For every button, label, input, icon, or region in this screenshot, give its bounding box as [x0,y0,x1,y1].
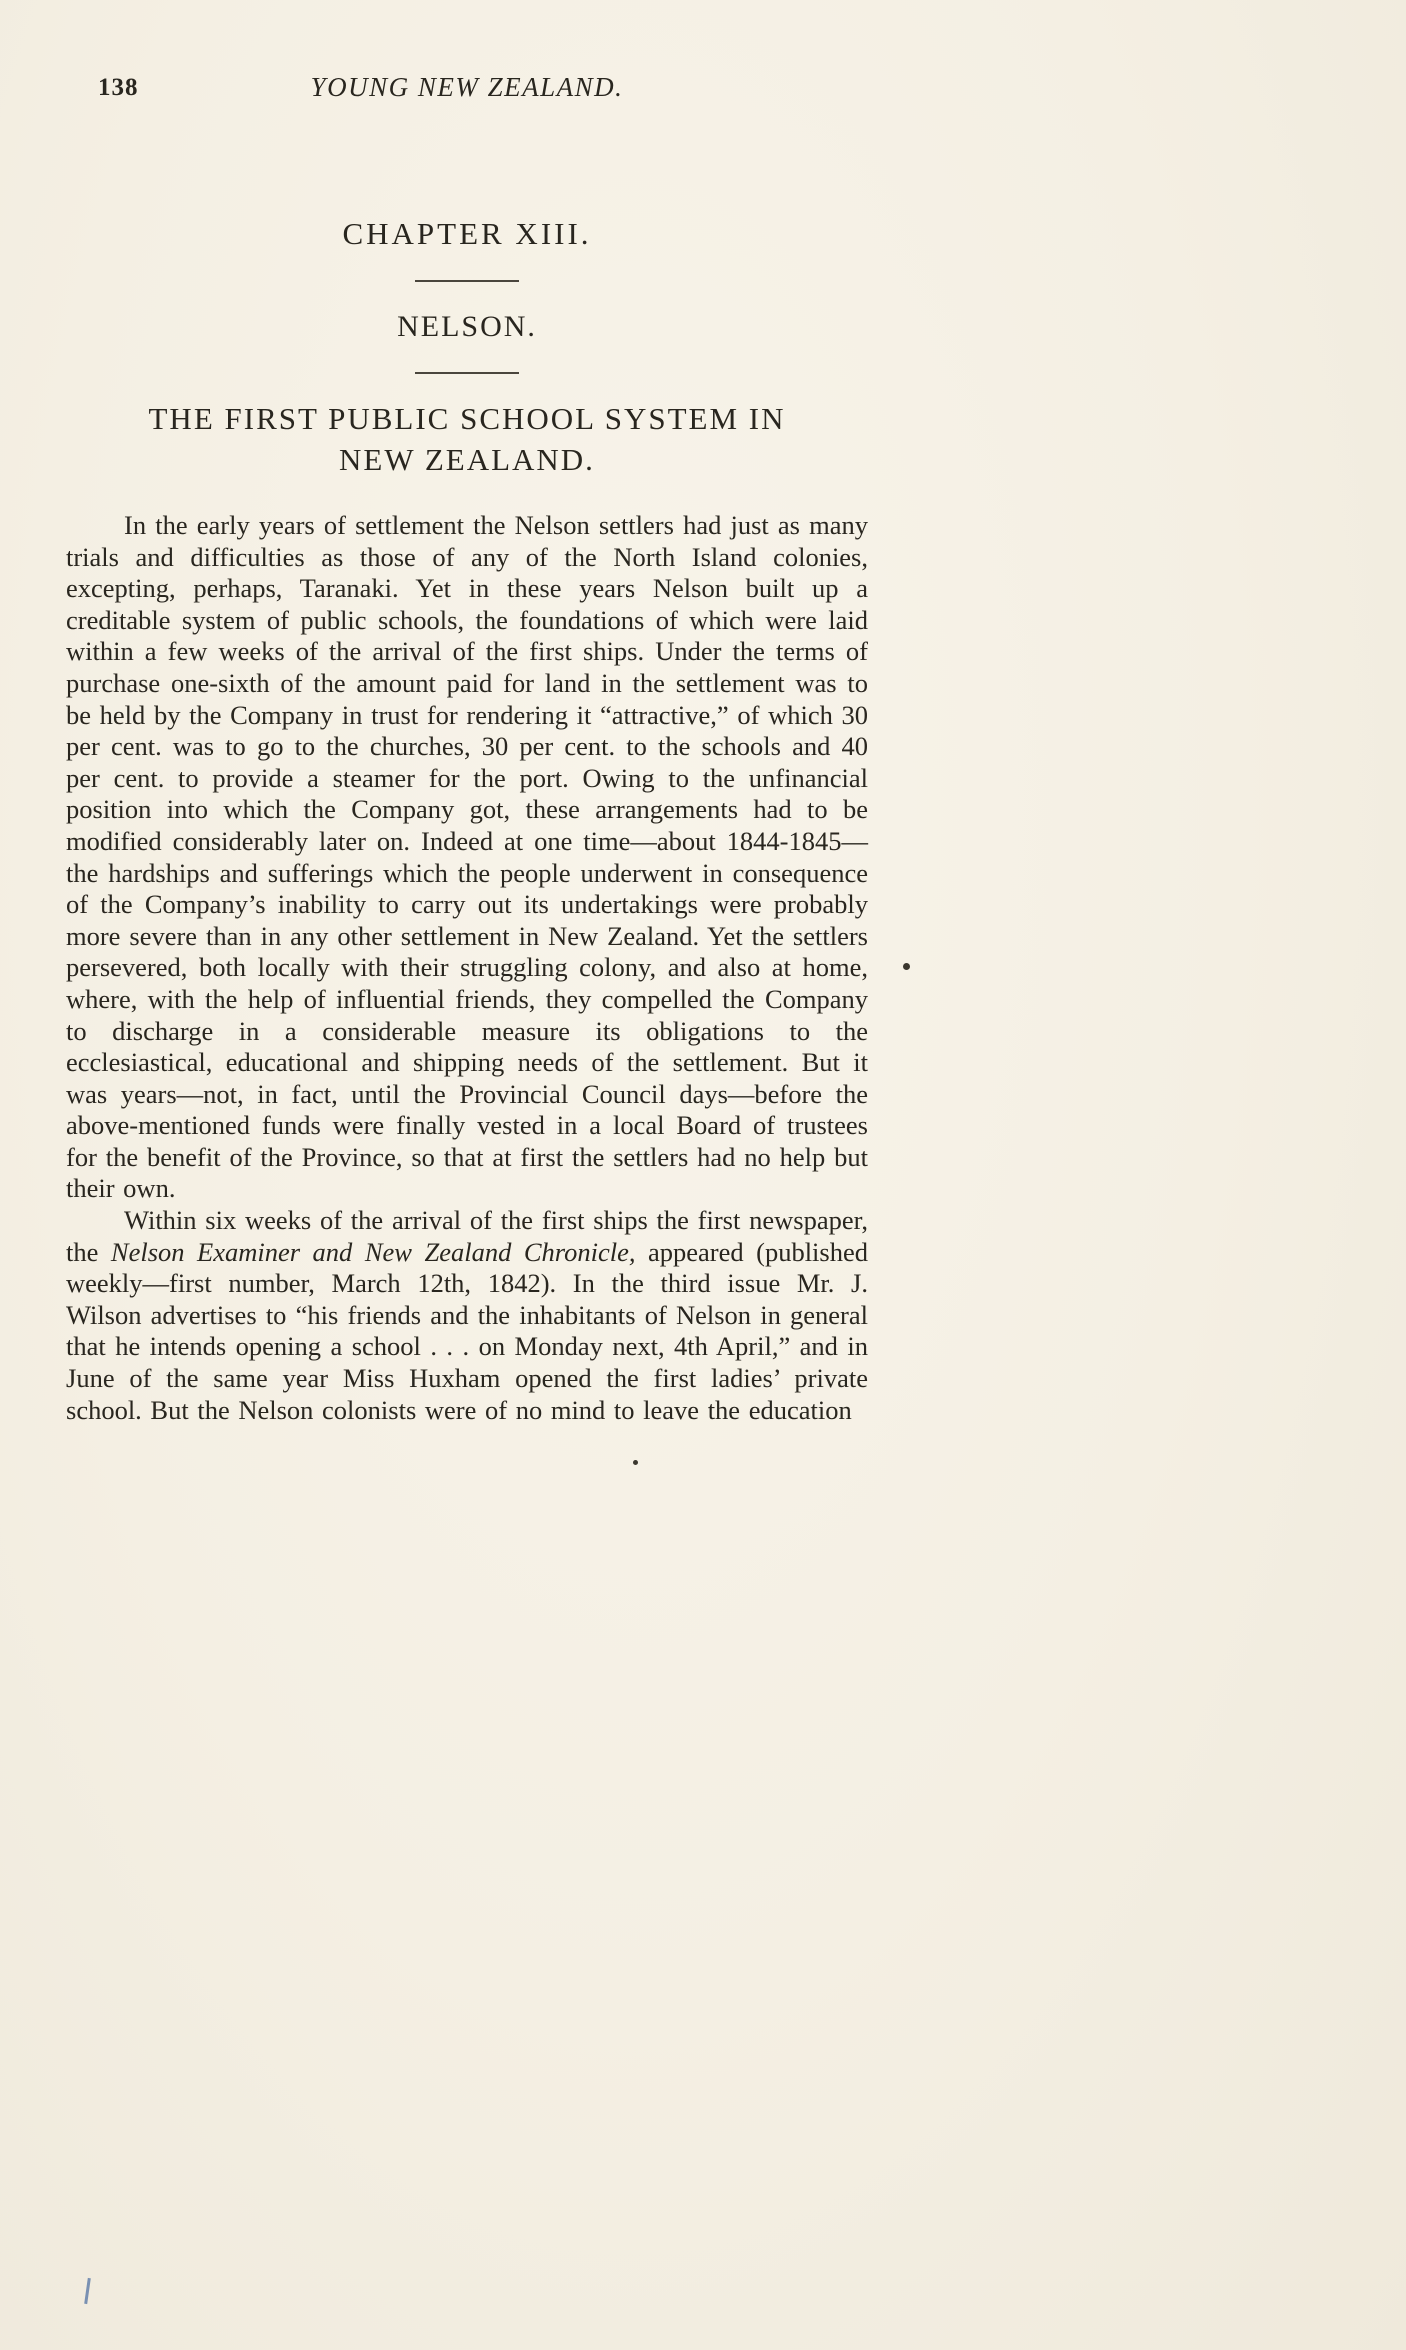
scan-artifact-dot [633,1460,638,1465]
text-run: appeared (published weekly—first number, March 12th, 1842). In the third issue Mr. J. Wilson advertises to “his friends and the inhabitants of Nelson in general that he intends opening a school . . . on Monday next, 4th April,” and in June of the same year Miss Huxham opened the first ladies’ private school. But the Nelson colonists were of no mind to leave the education [66,1236,868,1425]
paragraph [66,510,868,1205]
page-header [66,72,868,110]
divider-rule [415,372,519,374]
section-heading: NELSON. [397,310,537,343]
scan-artifact-blue-mark [84,2278,91,2304]
scan-artifact-dot [903,963,910,970]
italic-text-run: Nelson Examiner and New Zealand Chronicle, [110,1236,636,1267]
page-number: 138 [98,74,139,101]
page-title-line-1: THE FIRST PUBLIC SCHOOL SYSTEM IN [148,401,786,436]
text-run: Within six weeks of the arrival of the first ships the first newspaper, the [66,1205,868,1267]
page-content [66,0,868,1426]
chapter-heading: CHAPTER XIII. [342,216,592,251]
paragraph [66,1205,868,1426]
text-run: In the early years of settlement the Nelson settlers had just as many trials and difficulties as those of any of the North Island colonies, excepting, perhaps, Taranaki. Yet in these years Nelson built up a creditable system of public schools, the foundations of which were laid within a few weeks of the arrival of the first ships. Under the terms of purchase one-sixth of the amount paid for land in the settlement was to be held by the Company in trust for rendering it “attractive,” of which 30 per cent. was to go to the churches, 30 per cent. to the schools and 40 per cent. to provide a steamer for the port. Owing to the unfinancial position into which the Company got, these arrangements had to be modified considerably later on. Indeed at one time—about 1844-1845—the hardships and sufferings which the people underwent in consequence of the Company’s inability to carry out its undertakings were probably more severe than in any other settlement in New Zealand. Yet the settlers persevered, both locally with their struggling colony, and also at home, where, with the help of influential friends, they compelled the Company to discharge in a considerable measure its obligations to the ecclesiastical, educational and shipping needs of the settlement. But it was years—not, in fact, until the Provincial Council days—before the above-mentioned funds were finally vested in a local Board of trustees for the benefit of the Province, so that at first the settlers had no help but their own. [66,510,868,1204]
running-title: YOUNG NEW ZEALAND. [310,72,624,102]
page-title [66,398,868,480]
divider-rule [415,280,519,282]
body-text [66,510,868,1426]
page-title-line-2: NEW ZEALAND. [339,442,595,477]
